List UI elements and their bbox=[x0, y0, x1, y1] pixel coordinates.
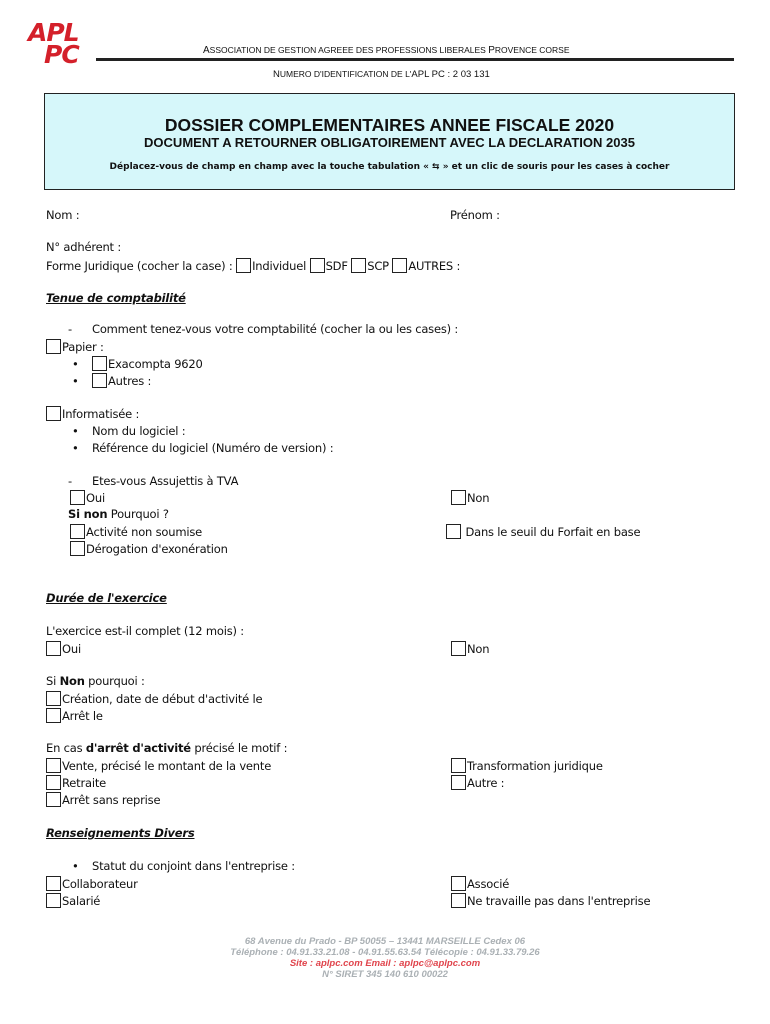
statut-conjoint-label: • Statut du conjoint dans l'entreprise : bbox=[72, 859, 295, 873]
associe-row: Associé bbox=[451, 876, 509, 891]
scp-checkbox[interactable] bbox=[351, 258, 366, 273]
activite-checkbox[interactable] bbox=[70, 524, 85, 539]
exercice-oui-row: Oui bbox=[46, 641, 81, 656]
document-title: DOSSIER COMPLEMENTAIRES ANNEE FISCALE 2020 bbox=[164, 115, 615, 135]
papier-autres-row: • Autres : bbox=[72, 373, 151, 388]
salarie-checkbox[interactable] bbox=[46, 893, 61, 908]
retraite-checkbox[interactable] bbox=[46, 775, 61, 790]
aplpc-logo bbox=[28, 18, 90, 72]
identification-number: NUMERO D'IDENTIFICATION DE L'APL PC : 2 03 131 bbox=[273, 69, 490, 80]
footer-phone: Téléphone : 04.91.33.21.08 - 04.91.55.63.54 Télécopie : 04.91.33.79.26 bbox=[230, 947, 540, 958]
section-duree: Durée de l'exercice bbox=[46, 591, 167, 605]
exacompta-row: • Exacompta 9620 bbox=[72, 356, 203, 371]
exercice-oui-checkbox[interactable] bbox=[46, 641, 61, 656]
tva-oui-checkbox[interactable] bbox=[70, 490, 85, 505]
informatisee-checkbox[interactable] bbox=[46, 406, 61, 421]
papier-checkbox[interactable] bbox=[46, 339, 61, 354]
salarie-row: Salarié bbox=[46, 893, 100, 908]
exacompta-checkbox[interactable] bbox=[92, 356, 107, 371]
ne-travaille-row: Ne travaille pas dans l'entreprise bbox=[451, 893, 650, 908]
footer-web-email: Site : aplpc.com Email : aplpc@aplpc.com bbox=[289, 958, 481, 969]
tva-non-row: Non bbox=[451, 490, 489, 505]
papier-autres-checkbox[interactable] bbox=[92, 373, 107, 388]
nom-label: Nom : bbox=[46, 208, 80, 222]
logiciel-label: • Nom du logiciel : bbox=[72, 424, 185, 438]
creation-checkbox[interactable] bbox=[46, 691, 61, 706]
sans-reprise-checkbox[interactable] bbox=[46, 792, 61, 807]
title-box bbox=[44, 93, 735, 190]
autre-row: Autre : bbox=[451, 775, 504, 790]
associe-checkbox[interactable] bbox=[451, 876, 466, 891]
forme-juridique-label: Forme Juridique (cocher la case) : bbox=[46, 259, 233, 273]
sdf-checkbox[interactable] bbox=[310, 258, 325, 273]
adherent-label: N° adhérent : bbox=[46, 240, 121, 254]
collaborateur-row: Collaborateur bbox=[46, 876, 138, 891]
association-name: ASSOCIATION DE GESTION AGREEE DES PROFESSIONS LIBERALES PROVENCE CORSE bbox=[203, 45, 570, 56]
footer-siret: N° SIRET 345 140 610 00022 bbox=[322, 969, 448, 980]
individuel-checkbox[interactable] bbox=[236, 258, 251, 273]
arret-row: Arrêt le bbox=[46, 708, 103, 723]
si-non-pourquoi-2: Si Non pourquoi : bbox=[46, 674, 145, 688]
tva-non-checkbox[interactable] bbox=[451, 490, 466, 505]
reference-label: • Référence du logiciel (Numéro de version) : bbox=[72, 441, 333, 455]
sans-reprise-row: Arrêt sans reprise bbox=[46, 792, 160, 807]
compta-question: - Comment tenez-vous votre comptabilité (cocher la ou les cases) : bbox=[68, 322, 458, 336]
creation-row: Création, date de début d'activité le bbox=[46, 691, 262, 706]
collaborateur-checkbox[interactable] bbox=[46, 876, 61, 891]
header-rule bbox=[96, 58, 734, 61]
activite-row: Activité non soumise bbox=[70, 524, 202, 539]
instructions: Déplacez-vous de champ en champ avec la touche tabulation « ⇆ » et un clic de souris pour les cases à cocher bbox=[109, 162, 670, 172]
prenom-label: Prénom : bbox=[450, 208, 500, 222]
forme-juridique-row: Forme Juridique (cocher la case) : Individuel SDF SCP AUTRES : bbox=[46, 259, 461, 273]
section-tenue: Tenue de comptabilité bbox=[46, 291, 186, 305]
transformation-row: Transformation juridique bbox=[451, 758, 603, 773]
derogation-checkbox[interactable] bbox=[70, 541, 85, 556]
seuil-row: Dans le seuil du Forfait en base bbox=[446, 524, 640, 539]
retraite-row: Retraite bbox=[46, 775, 106, 790]
document-subtitle: DOCUMENT A RETOURNER OBLIGATOIREMENT AVEC LA DECLARATION 2035 bbox=[144, 135, 635, 150]
exercice-non-row: Non bbox=[451, 641, 489, 656]
vente-checkbox[interactable] bbox=[46, 758, 61, 773]
logo-line-2: PC bbox=[44, 40, 79, 69]
transformation-checkbox[interactable] bbox=[451, 758, 466, 773]
informatisee-row: Informatisée : bbox=[46, 406, 139, 421]
arret-motif-question: En cas d'arrêt d'activité précisé le motif : bbox=[46, 741, 288, 755]
ne-travaille-checkbox[interactable] bbox=[451, 893, 466, 908]
derogation-row: Dérogation d'exonération bbox=[70, 541, 228, 556]
section-divers: Renseignements Divers bbox=[46, 826, 195, 840]
autre-checkbox[interactable] bbox=[451, 775, 466, 790]
si-non-pourquoi: Si non Pourquoi ? bbox=[68, 507, 169, 521]
papier-row: Papier : bbox=[46, 339, 104, 354]
arret-checkbox[interactable] bbox=[46, 708, 61, 723]
footer-address: 68 Avenue du Prado - BP 50055 – 13441 MARSEILLE Cedex 06 bbox=[244, 936, 526, 947]
tva-oui-row: Oui bbox=[70, 490, 105, 505]
logo-line-1: APL bbox=[28, 18, 79, 47]
exercice-question: L'exercice est-il complet (12 mois) : bbox=[46, 624, 244, 638]
exercice-non-checkbox[interactable] bbox=[451, 641, 466, 656]
seuil-checkbox[interactable] bbox=[446, 524, 461, 539]
autres-checkbox[interactable] bbox=[392, 258, 407, 273]
tva-question: - Etes-vous Assujettis à TVA bbox=[68, 474, 238, 488]
vente-row: Vente, précisé le montant de la vente bbox=[46, 758, 271, 773]
